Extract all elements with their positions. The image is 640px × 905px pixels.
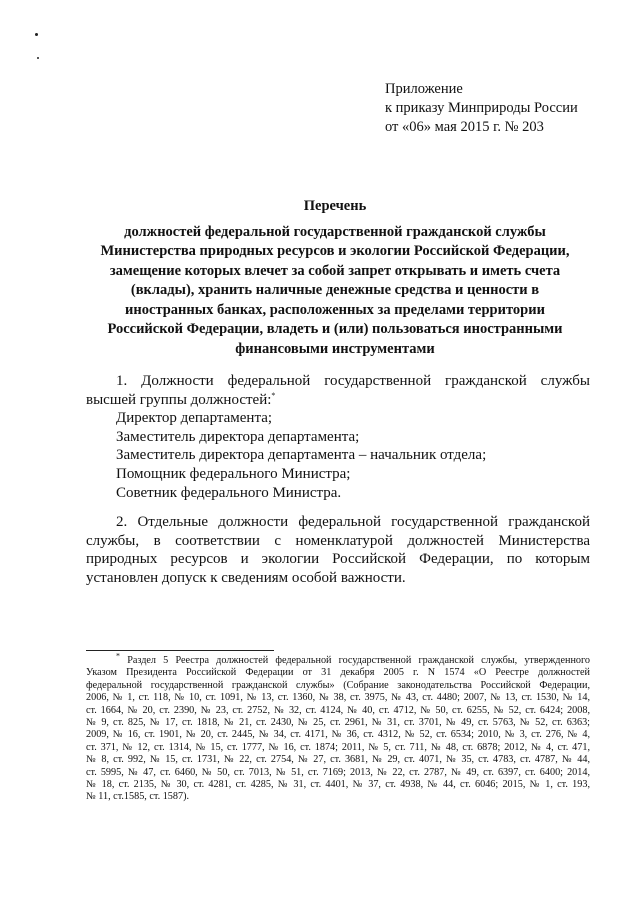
footnote-line: № 11, ст.1585, ст. 1587). (86, 791, 190, 803)
appendix-line: к приказу Минприроды России (385, 100, 578, 116)
section-1-intro: 1. Должности федеральной государственной гражданской службы (116, 373, 590, 389)
position-item: Советник федерального Министра. (116, 484, 342, 501)
footnote (86, 651, 591, 804)
position-item: Помощник федерального Министра; (116, 465, 351, 482)
scan-speck (35, 33, 38, 36)
position-item: Директор департамента; (116, 410, 273, 427)
footnote-line: 2009, № 16, ст. 1901, № 20, ст. 2445, № 34, ст. 4171, № 36, ст. 4312, № 52, ст. 6534; 2010, № 3, ст. 276, № 4, (86, 729, 590, 741)
footnote-divider (86, 650, 274, 651)
section-2 (86, 513, 590, 587)
scan-speck (37, 57, 39, 59)
footnote-line: ст. 371, № 12, ст. 1314, № 15, ст. 1777, № 16, ст. 1874; 2011, № 5, ст. 711, № 48, ст. 6878; 2012, № 4, ст. 471, (86, 741, 590, 753)
footnote-line: ст. 1664, № 20, ст. 2390, № 23, ст. 2752, № 32, ст. 4124, № 40, ст. 4712, № 50, ст. 6255, № 52, ст. 6424; 2008, (86, 704, 590, 716)
title-heading: Перечень (303, 198, 367, 214)
section-2-line: службы, в соответствии с номенклатурой должностей Министерства (86, 532, 590, 549)
appendix-header (385, 80, 625, 137)
footnote-line: Указом Президента Российской Федерации от 31 декабря 2005 г. N 1574 «О Реестре должностей (86, 667, 590, 679)
footnote-line: № 18, ст. 2135, № 30, ст. 4281, ст. 4285, № 31, ст. 4401, № 37, ст. 4938, № 44, ст. 6046; 2015, № 1, ст. 193, (86, 779, 590, 791)
section-1-intro-cont: высшей группы должностей:* (86, 390, 276, 408)
section-2-line: 2. Отдельные должности федеральной государственной гражданской (116, 514, 590, 530)
title-line: финансовыми инструментами (235, 340, 435, 357)
position-item: Заместитель директора департамента – начальник отдела; (116, 447, 487, 464)
footnote-mark: * (116, 651, 120, 661)
title-line: Министерства природных ресурсов и экологии Российской Федерации, (100, 243, 570, 259)
footnote-line: № 8, ст. 992, № 15, ст. 1731, № 22, ст. 2754, № 27, ст. 3681, № 29, ст. 4071, № 35, ст. 4783, ст. 4787, № 44, (86, 754, 590, 766)
section-2-line: установлен допуск к сведениям особой важности. (86, 569, 406, 586)
title-line: иностранных банках, расположенных за пределами территории (125, 301, 545, 318)
position-item: Заместитель директора департамента; (116, 428, 360, 445)
title-line: должностей федеральной государственной гражданской службы (124, 223, 546, 240)
section-1 (86, 372, 590, 502)
footnote-line: федеральной государственной гражданской службы» (Собрание законодательства Российской Федерации, (86, 679, 590, 691)
title-line: замещение которых влечет за собой запрет открывать и иметь счета (109, 262, 561, 279)
appendix-line: Приложение (385, 81, 463, 97)
footnote-line: ст. 5995, № 47, ст. 6460, № 50, ст. 7013, № 51, ст. 7169; 2013, № 22, ст. 2787, № 49, ст. 6397, ст. 6400; 2014, (86, 766, 590, 778)
footnote-line: № 9, ст. 825, № 17, ст. 1818, № 21, ст. 2430, № 25, ст. 2961, № 31, ст. 3701, № 49, ст. 5763, № 52, ст. 6363; (86, 717, 590, 729)
section-2-line: природных ресурсов и экологии Российской Федерации, по которым (86, 551, 590, 568)
footnote-line: * Раздел 5 Реестра должностей федеральной государственной гражданской службы, утвержденного (116, 651, 591, 666)
title-line: Российской Федерации, владеть и (или) пользоваться иностранными (107, 321, 563, 337)
title-line: (вклады), хранить наличные денежные средства и ценности в (130, 282, 540, 298)
footnote-line: 2006, № 1, ст. 118, № 10, ст. 1091, № 13, ст. 1360, № 38, ст. 3975, № 43, ст. 4480; 2007, № 13, ст. 1530, № 14, (86, 692, 590, 704)
document-title (70, 197, 600, 359)
appendix-line: от «06» мая 2015 г. № 203 (385, 119, 544, 135)
footnote-reference: * (271, 390, 276, 400)
